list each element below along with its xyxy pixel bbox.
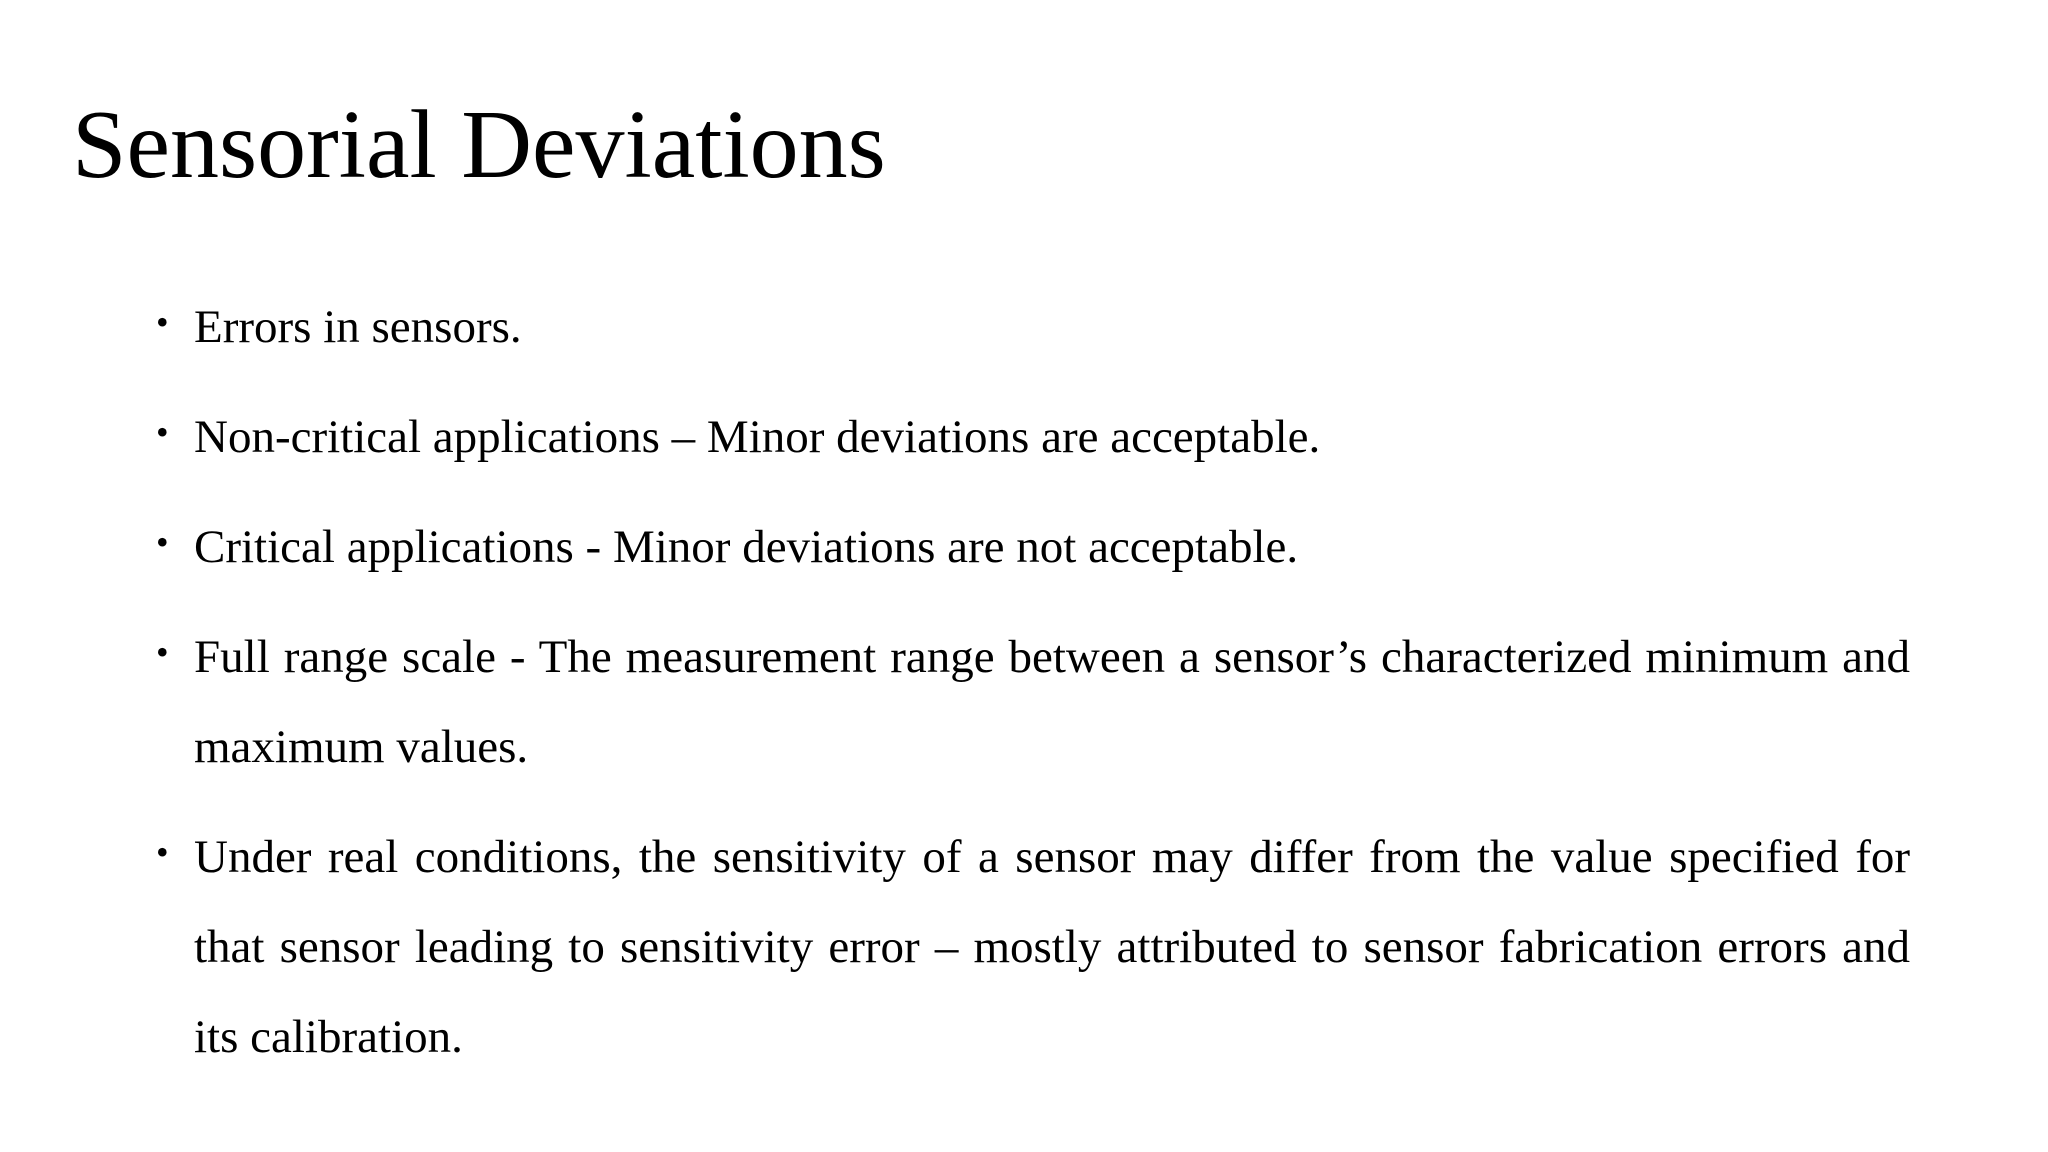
- bullet-dot-icon: •: [156, 412, 169, 452]
- bullet-text: Under real conditions, the sensitivity of a sensor may differ from the value specified for that sensor leading to sensitivity error – mostly attributed to sensor fabrication errors and its calibration.: [194, 831, 1910, 1063]
- bullet-dot-icon: •: [156, 832, 169, 872]
- bullet-item-non-critical-applications: [150, 392, 1910, 482]
- bullet-text: Non-critical applications – Minor deviations are acceptable.: [194, 411, 1321, 463]
- bullet-dot-icon: •: [156, 302, 169, 342]
- bullet-dot-icon: •: [156, 522, 169, 562]
- bullet-dot-icon: •: [156, 632, 169, 672]
- bullet-text: Critical applications - Minor deviations are not acceptable.: [194, 521, 1299, 573]
- bullet-list: [150, 282, 1910, 1102]
- bullet-item-errors-in-sensors: [150, 282, 1910, 372]
- bullet-text: Errors in sensors.: [194, 301, 522, 353]
- bullet-item-sensitivity-error: [150, 812, 1910, 1082]
- slide-title: Sensorial Deviations: [72, 91, 886, 199]
- bullet-text: Full range scale - The measurement range between a sensor’s characterized minimum and maximum values.: [194, 631, 1910, 773]
- bullet-item-full-range-scale: [150, 612, 1910, 792]
- bullet-item-critical-applications: [150, 502, 1910, 592]
